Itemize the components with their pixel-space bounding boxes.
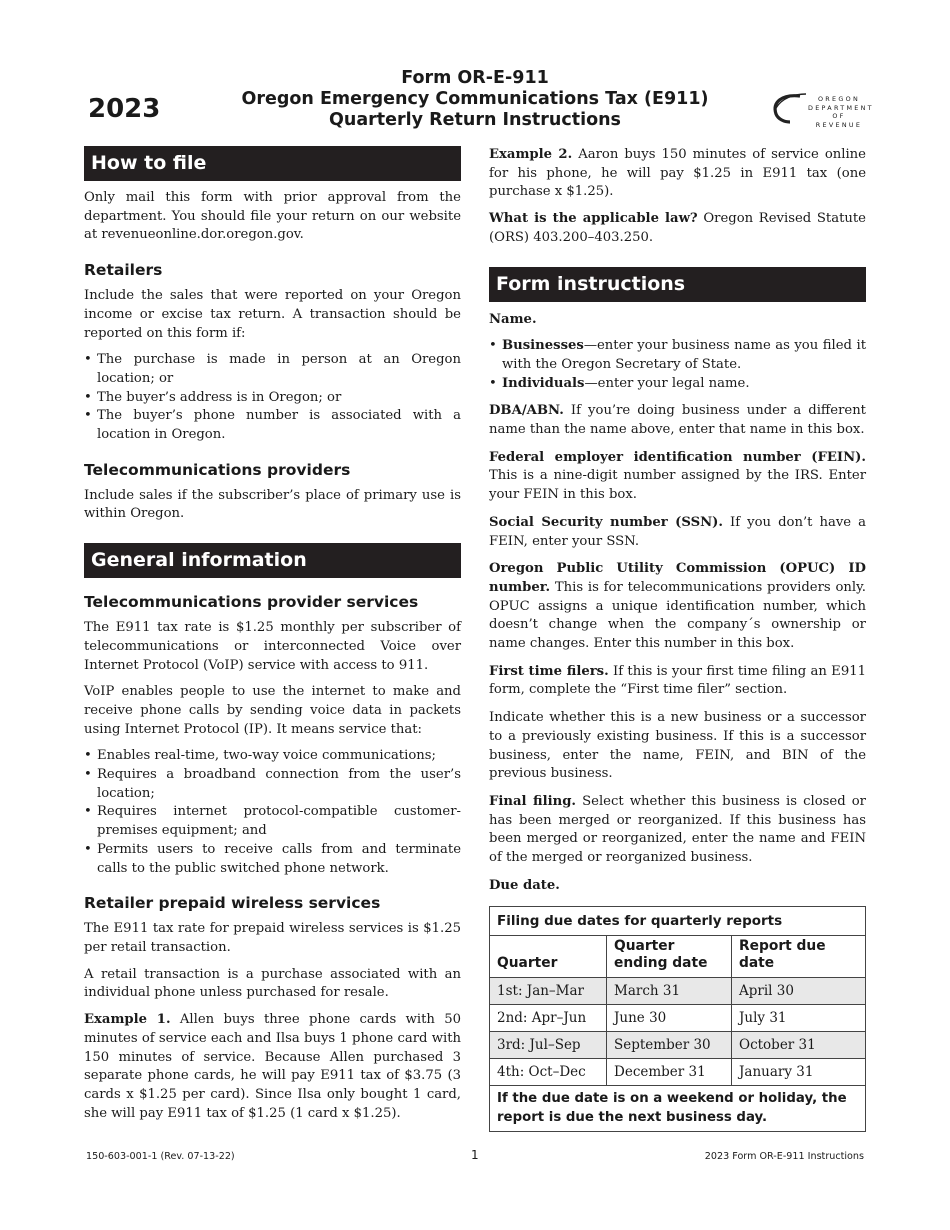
- prepaid-p2: A retail transaction is a purchase associated with an individual phone unless purchased for resale.: [84, 966, 461, 1001]
- table-row: 1st: Jan–Mar March 31 April 30: [490, 977, 866, 1004]
- list-item: • The buyer’s phone number is associated with a location in Oregon.: [84, 407, 461, 444]
- table-note: If the due date is on a weekend or holiday, the report is due the next business day.: [490, 1085, 866, 1131]
- how-to-file-intro: Only mail this form with prior approval from the department. You should file your return on our website at revenueonline.dor.oregon.gov.: [84, 190, 461, 243]
- final-filing-para: Final filing. Select whether this business is closed or has been merged or reorganized. If this business has been merged or reorganized, enter the name and FEIN of the merged or reorganized business.: [489, 793, 866, 866]
- example-2: [489, 146, 866, 202]
- example-1-text: Allen buys three phone cards with 50 minutes of service each and Ilsa buys 1 phone card with 150 minutes of service. Because Allen purchased 3 separate phone cards, he will pay E911 tax of $3.75 (3 cards x $1.25 per card). Since Ilsa only bought 1 card, she will pay E911 tax of $1.25 (1 card x $1.25).: [84, 1012, 461, 1121]
- logo-text: OREGON DEPARTMENT OF REVENUE: [808, 95, 874, 129]
- form-number: Form OR-E-911: [401, 68, 549, 88]
- section-heading-how-to-file: How to file: [84, 146, 461, 181]
- list-item: • Requires internet protocol-compatible customer-premises equipment; and: [84, 803, 461, 840]
- form-title: Oregon Emergency Communications Tax (E911): [241, 89, 709, 109]
- prepaid-heading: Retailer prepaid wireless services: [84, 894, 381, 913]
- section-heading-general-information: General information: [84, 543, 461, 578]
- list-item: • Businesses—enter your business name as you filed it with the Oregon Secretary of State.: [489, 337, 866, 374]
- telecom-providers-text: Include sales if the subscriber’s place of primary use is within Oregon.: [84, 487, 461, 522]
- applicable-law-text: Oregon Revised Statute (ORS) 403.200–403.250.: [489, 211, 866, 245]
- example-1-label: Example 1.: [84, 1012, 171, 1028]
- table-row: 2nd: Apr–Jun June 30 July 31: [490, 1004, 866, 1031]
- col-header-quarter: Quarter: [490, 935, 607, 977]
- example-1: [84, 1011, 461, 1123]
- section-heading-form-instructions: Form instructions: [489, 267, 866, 302]
- table-caption: Filing due dates for quarterly reports: [490, 906, 866, 935]
- list-item: • Permits users to receive calls from and terminate calls to the public switched phone network.: [84, 841, 461, 878]
- provider-services-heading: Telecommunications provider services: [84, 593, 419, 612]
- form-subtitle: Quarterly Return Instructions: [329, 110, 621, 130]
- list-item: • The purchase is made in person at an Oregon location; or: [84, 351, 461, 388]
- name-label: Name.: [489, 311, 537, 327]
- applicable-law-label: What is the applicable law?: [489, 211, 698, 227]
- example-2-label: Example 2.: [489, 147, 573, 162]
- table-header-row: [490, 935, 866, 977]
- dba-para: DBA/ABN. If you’re doing business under a different name than the name above, enter that name in this box.: [489, 403, 866, 438]
- oregon-dor-logo: [770, 86, 874, 129]
- successor-para: Indicate whether this is a new business or a successor to a previously existing business. If this is a successor business, enter the name, FEIN, and BIN of the previous business.: [489, 710, 866, 782]
- retailers-list: [84, 351, 461, 445]
- example-2-text: Aaron buys 150 minutes of service online for his phone, he will pay $1.25 in E911 tax (one purchase x $1.25).: [489, 147, 866, 200]
- col-header-ending: Quarter ending date: [607, 935, 732, 977]
- due-dates-table: [489, 906, 866, 1132]
- provider-services-p1: The E911 tax rate is $1.25 monthly per subscriber of telecommunications or interconnected Voice over Internet Protocol (VoIP) service with access to 911.: [84, 620, 461, 673]
- list-item: • The buyer’s address is in Oregon; or: [84, 389, 461, 408]
- due-date-label: Due date.: [489, 877, 560, 893]
- prepaid-p1: The E911 tax rate for prepaid wireless services is $1.25 per retail transaction.: [84, 921, 461, 955]
- ssn-para: Social Security number (SSN). If you don’t have a FEIN, enter your SSN.: [489, 514, 866, 549]
- name-label-para: [489, 311, 866, 330]
- due-date-label-para: [489, 877, 866, 896]
- right-column: [489, 146, 866, 1132]
- opuc-para: Oregon Public Utility Commission (OPUC) ID number. This is for telecommunications providers only. OPUC assigns a unique identification number, which doesn’t change when the company´s ownership or name changes. Enter this number in this box.: [489, 561, 866, 652]
- footer-form-code: 150-603-001-1 (Rev. 07-13-22): [86, 1151, 235, 1162]
- tax-year: 2023: [88, 94, 161, 124]
- name-list: [489, 337, 866, 393]
- voip-list: [84, 747, 461, 878]
- page-number: 1: [471, 1148, 479, 1162]
- list-item: • Individuals—enter your legal name.: [489, 375, 866, 394]
- list-item: • Requires a broadband connection from the user’s location;: [84, 766, 461, 803]
- left-column: [84, 146, 461, 1123]
- title-block: [200, 68, 750, 131]
- table-row: 4th: Oct–Dec December 31 January 31: [490, 1058, 866, 1085]
- footer-form-name: 2023 Form OR-E-911 Instructions: [704, 1151, 864, 1162]
- provider-services-p2: VoIP enables people to use the internet to make and receive phone calls by sending voice data in packets using Internet Protocol (IP). It means service that:: [84, 684, 461, 737]
- table-row: 3rd: Jul–Sep September 30 October 31: [490, 1031, 866, 1058]
- page-header: [0, 0, 950, 140]
- col-header-due: Report due date: [732, 935, 866, 977]
- applicable-law: [489, 210, 866, 247]
- first-time-filers-para: First time filers. If this is your first time filing an E911 form, complete the “First time filer” section.: [489, 663, 866, 698]
- list-item: • Enables real-time, two-way voice communications;: [84, 747, 461, 766]
- retailers-heading: Retailers: [84, 261, 163, 280]
- retailers-text: Include the sales that were reported on your Oregon income or excise tax return. A transaction should be reported on this form if:: [84, 288, 461, 341]
- telecom-providers-heading: Telecommunications providers: [84, 460, 351, 479]
- fein-para: Federal employer identification number (FEIN). This is a nine-digit number assigned by the IRS. Enter your FEIN in this box.: [489, 449, 866, 503]
